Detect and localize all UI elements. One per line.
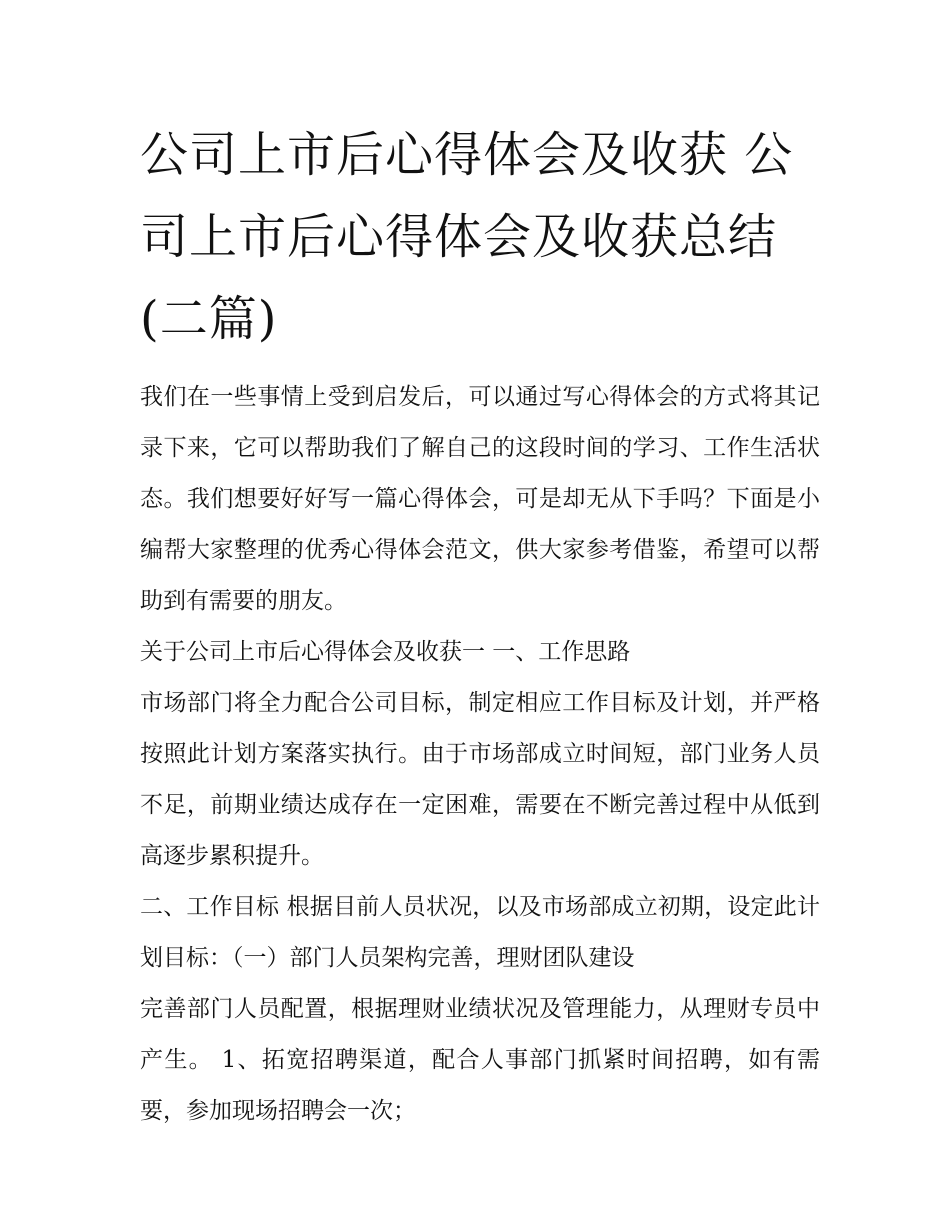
intro-paragraph: 我们在一些事情上受到启发后，可以通过写心得体会的方式将其记录下来，它可以帮助我们了解自己的这段时间的学习、工作生活状态。我们想要好好写一篇心得体会，可是却无从下手吗？下面是小编帮大家整理的优秀心得体会范文，供大家参考借鉴，希望可以帮助到有需要的朋友。 — [140, 384, 820, 614]
staffing-paragraph: 完善部门人员配置，根据理财业绩状况及管理能力，从理财专员中产生。 1、拓宽招聘渠道，配合人事部门抓紧时间招聘，如有需要，参加现场招聘会一次； — [140, 996, 820, 1124]
document-title: 公司上市后心得体会及收获 公司上市后心得体会及收获总结(二篇) — [140, 127, 794, 347]
work-goals-paragraph: 二、工作目标 根据目前人员状况，以及市场部成立初期，设定此计划目标：（一）部门人员架构完善，理财团队建设 — [140, 894, 820, 971]
section-heading-paragraph: 关于公司上市后心得体会及收获一 一、工作思路 — [140, 639, 631, 665]
work-approach-paragraph: 市场部门将全力配合公司目标，制定相应工作目标及计划，并严格按照此计划方案落实执行。由于市场部成立时间短，部门业务人员不足，前期业绩达成存在一定困难，需要在不断完善过程中从低到高逐步累积提升。 — [140, 690, 820, 869]
